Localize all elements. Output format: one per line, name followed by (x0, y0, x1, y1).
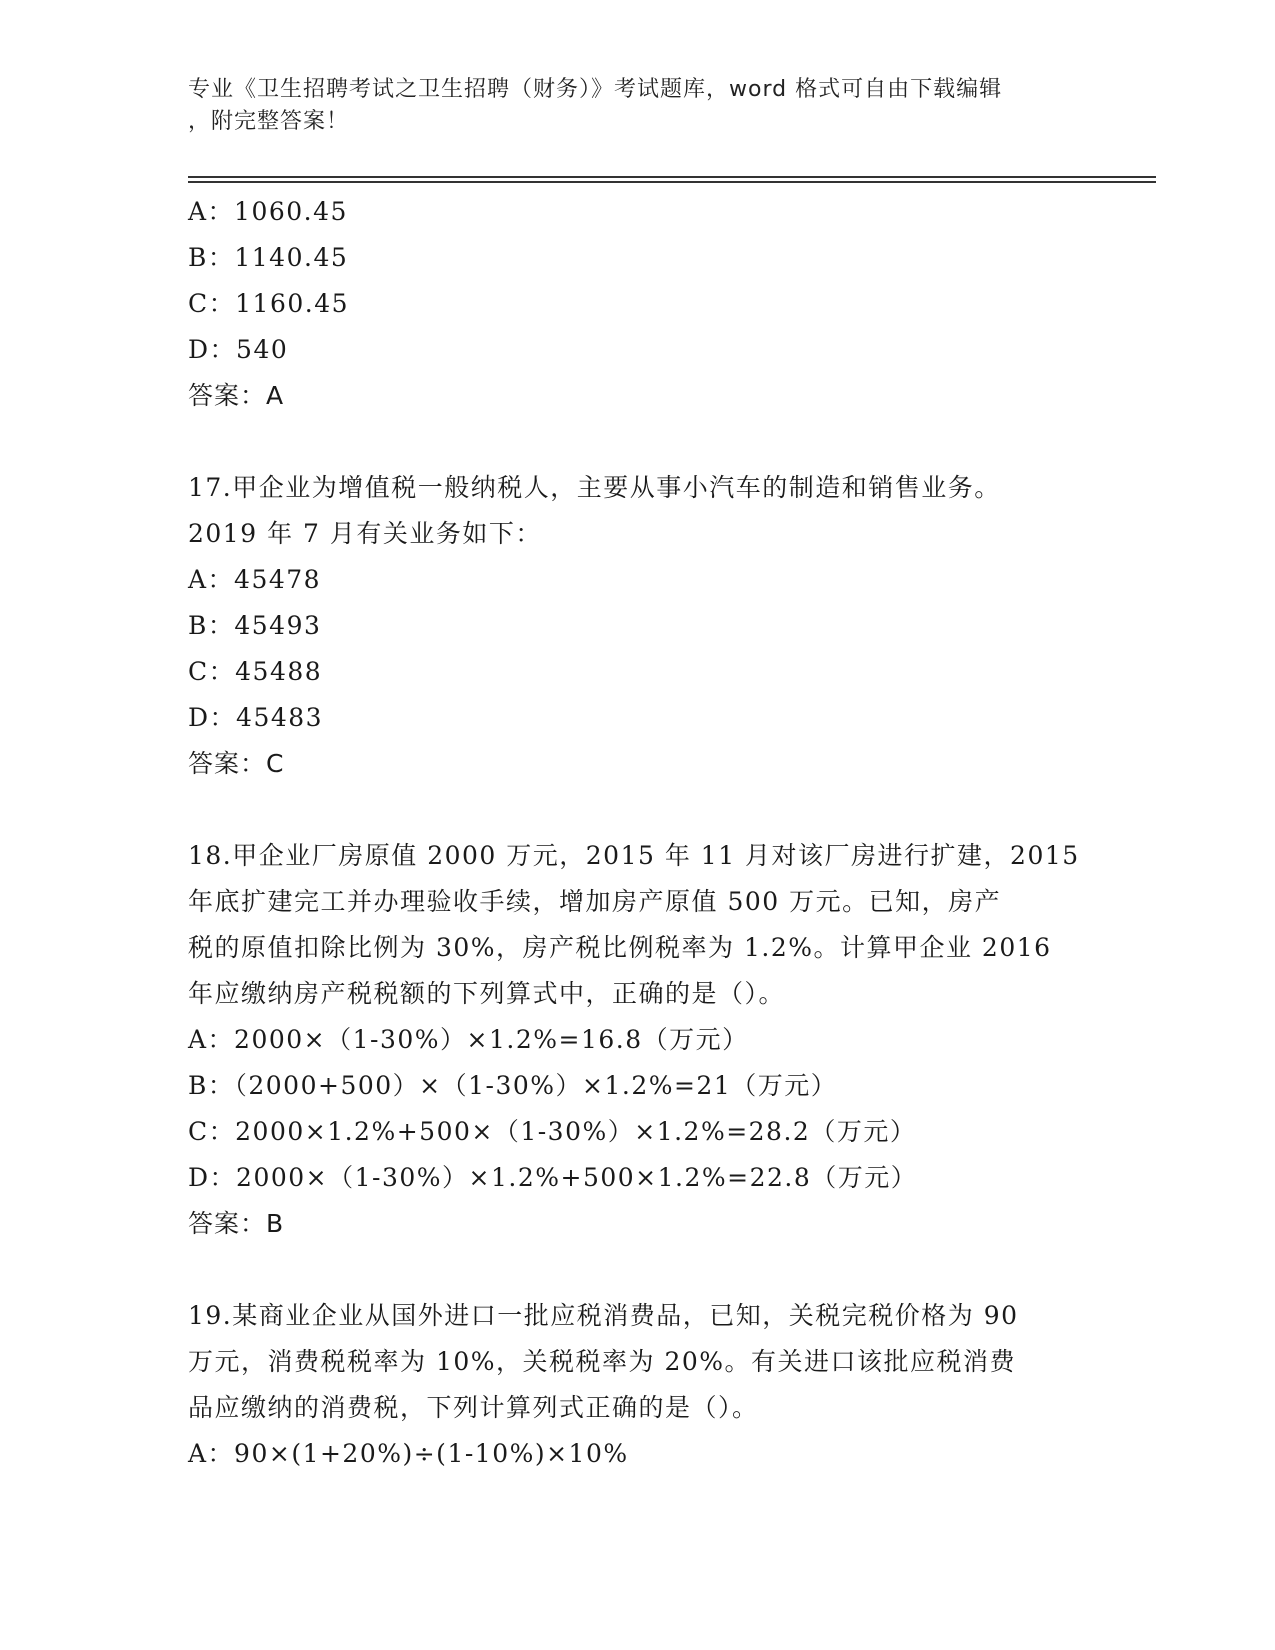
option-c: C：1160.45 (188, 289, 350, 318)
option-d: D：540 (188, 335, 289, 364)
option-d: D：45483 (188, 703, 324, 732)
header-divider-bottom (188, 181, 1156, 183)
question-stem: 品应缴纳的消费税，下列计算列式正确的是（）。 (188, 1393, 759, 1422)
question-stem: 2019 年 7 月有关业务如下： (188, 519, 542, 548)
option-c: C：2000×1.2%+500×（1-30%）×1.2%=28.2（万元） (188, 1117, 917, 1146)
question-16 (188, 189, 1088, 419)
question-stem: 年底扩建完工并办理验收手续，增加房产原值 500 万元。已知，房产 (188, 887, 1002, 916)
question-stem: 税的原值扣除比例为 30%，房产税比例税率为 1.2%。计算甲企业 2016 (188, 933, 1052, 962)
spacer (188, 1247, 1088, 1293)
option-a: A：2000×（1-30%）×1.2%=16.8（万元） (188, 1025, 749, 1054)
header-line-1: 专业《卫生招聘考试之卫生招聘（财务）》考试题库，word 格式可自由下载编辑 (188, 77, 1003, 102)
question-stem: 年应缴纳房产税税额的下列算式中，正确的是（）。 (188, 979, 786, 1008)
question-stem: 18.甲企业厂房原值 2000 万元，2015 年 11 月对该厂房进行扩建，2015 (188, 841, 1080, 870)
spacer (188, 419, 1088, 465)
question-18 (188, 833, 1088, 1247)
question-stem: 19.某商业企业从国外进口一批应税消费品，已知，关税完税价格为 90 (188, 1301, 1019, 1330)
answer: 答案：A (188, 381, 285, 410)
question-19 (188, 1293, 1088, 1477)
question-stem: 万元，消费税税率为 10%，关税税率为 20%。有关进口该批应税消费 (188, 1347, 1017, 1376)
question-stem: 17.甲企业为增值税一般纳税人，主要从事小汽车的制造和销售业务。 (188, 473, 1001, 502)
option-a: A：90×(1+20%)÷(1-10%)×10% (188, 1439, 629, 1468)
option-b: B：1140.45 (188, 243, 349, 272)
page-header (188, 74, 1068, 138)
option-b: B：45493 (188, 611, 322, 640)
option-d: D：2000×（1-30%）×1.2%+500×1.2%=22.8（万元） (188, 1163, 918, 1192)
header-line-2: ，附完整答案！ (188, 109, 350, 134)
question-17 (188, 465, 1088, 787)
option-a: A：1060.45 (188, 197, 348, 226)
answer: 答案：B (188, 1209, 285, 1238)
option-a: A：45478 (188, 565, 322, 594)
spacer (188, 787, 1088, 833)
answer: 答案：C (188, 749, 285, 778)
option-c: C：45488 (188, 657, 323, 686)
header-divider-top (188, 176, 1156, 178)
question-content (188, 189, 1088, 1477)
option-b: B：（2000+500）×（1-30%）×1.2%=21（万元） (188, 1071, 838, 1100)
